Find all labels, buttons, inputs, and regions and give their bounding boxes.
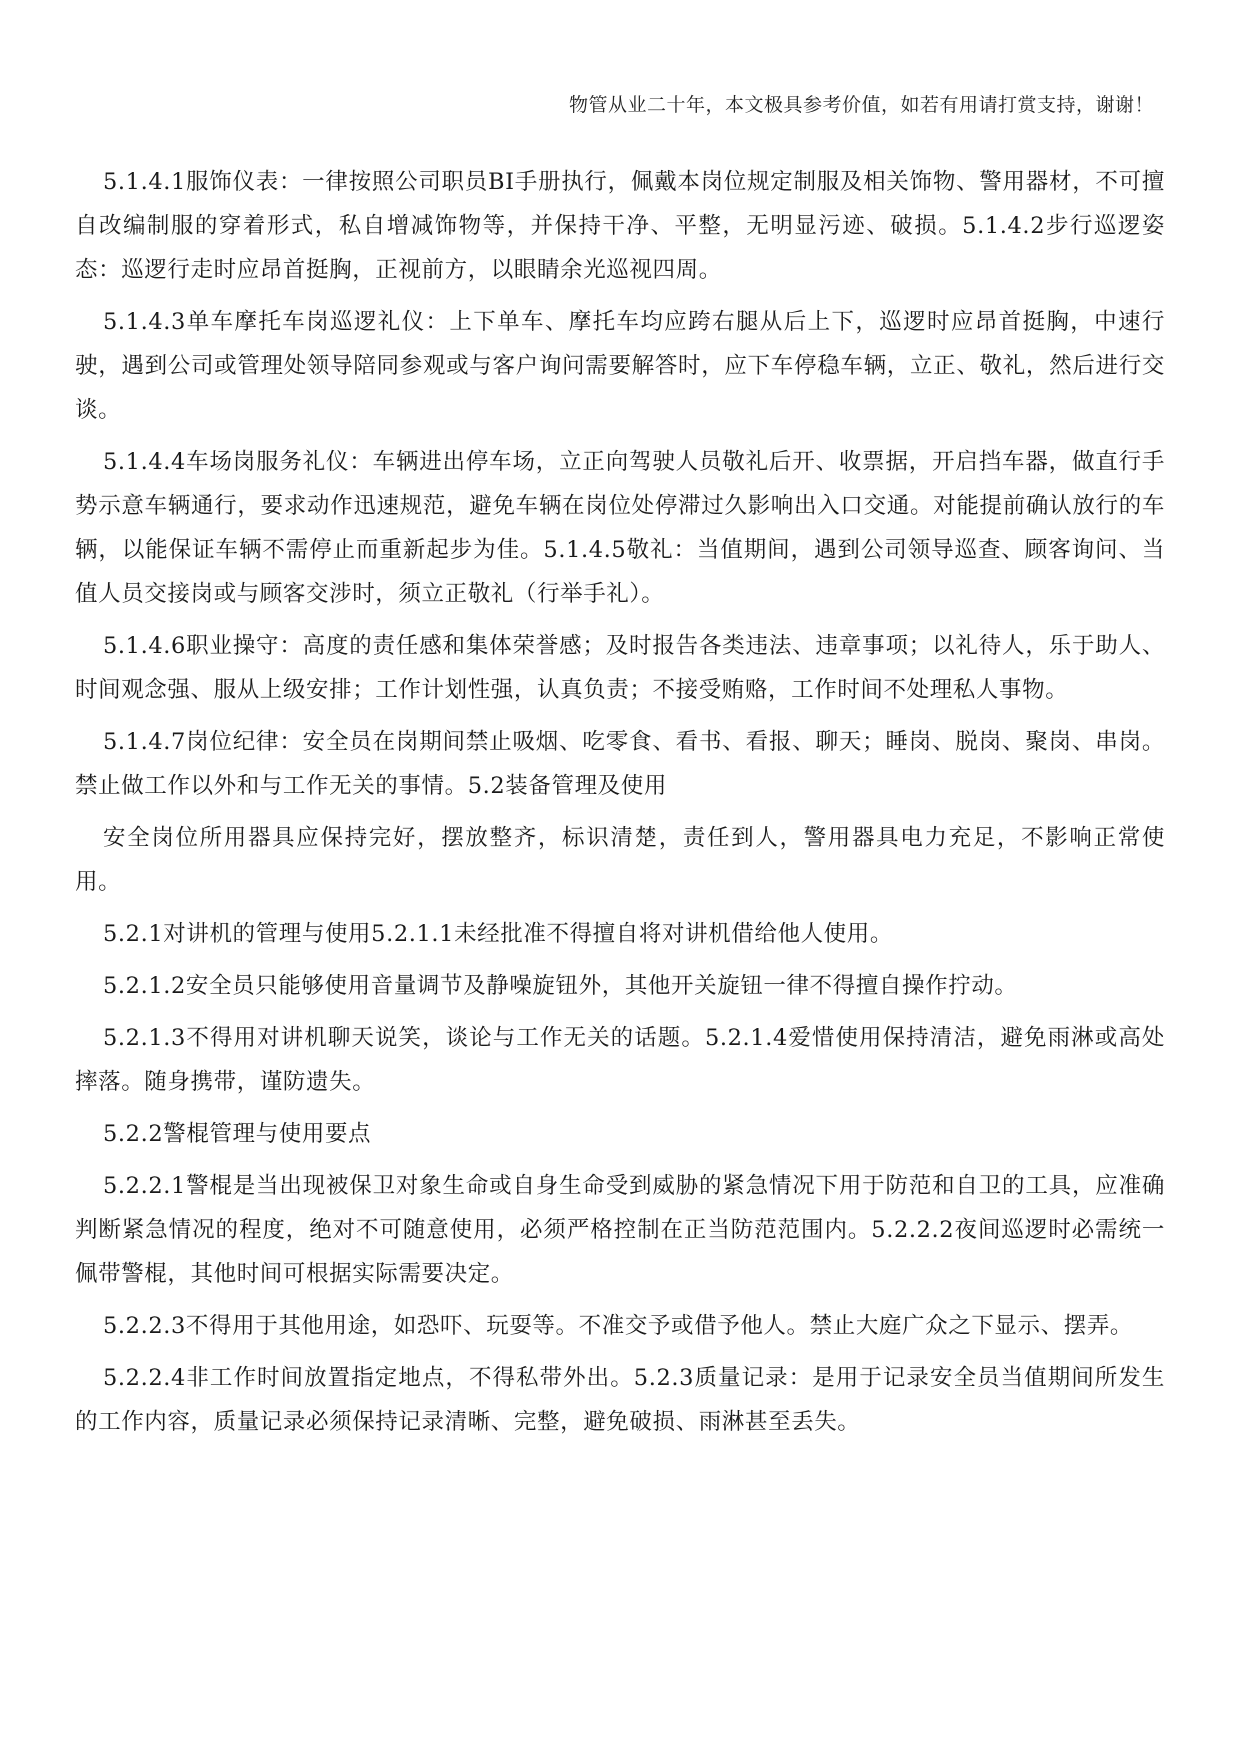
paragraph: 5.2.1.3不得用对讲机聊天说笑，谈论与工作无关的话题。5.2.1.4爱惜使用保持清洁，避免雨淋或高处摔落。随身携带，谨防遗失。 [75, 1025, 1165, 1095]
paragraph: 5.1.4.7岗位纪律：安全员在岗期间禁止吸烟、吃零食、看书、看报、聊天；睡岗、脱岗、聚岗、串岗。禁止做工作以外和与工作无关的事情。5.2装备管理及使用 [75, 729, 1165, 799]
paragraph: 5.2.1对讲机的管理与使用5.2.1.1未经批准不得擅自将对讲机借给他人使用。 [103, 921, 893, 947]
paragraph: 5.2.2.4非工作时间放置指定地点，不得私带外出。5.2.3质量记录：是用于记录安全员当值期间所发生的工作内容，质量记录必须保持记录清晰、完整，避免破损、雨淋甚至丢失。 [75, 1365, 1165, 1435]
paragraph: 5.2.2.3不得用于其他用途，如恐吓、玩耍等。不准交予或借予他人。禁止大庭广众之下显示、摆弄。 [103, 1313, 1134, 1339]
header-note: 物管从业二十年，本文极具参考价值，如若有用请打赏支持，谢谢！ [568, 94, 1154, 116]
document-body [75, 160, 1165, 1452]
paragraph: 5.1.4.6职业操守：高度的责任感和集体荣誉感；及时报告各类违法、违章事项；以礼待人，乐于助人、时间观念强、服从上级安排；工作计划性强，认真负责；不接受贿赂，工作时间不处理私人事物。 [75, 633, 1165, 703]
paragraph: 5.1.4.1服饰仪表：一律按照公司职员BI手册执行，佩戴本岗位规定制服及相关饰物、警用器材，不可擅自改编制服的穿着形式，私自增减饰物等，并保持干净、平整，无明显污迹、破损。5.1.4.2步行巡逻姿态：巡逻行走时应昂首挺胸，正视前方，以眼睛余光巡视四周。 [75, 169, 1165, 283]
paragraph: 5.2.2警棍管理与使用要点 [103, 1121, 372, 1147]
paragraph: 5.1.4.3单车摩托车岗巡逻礼仪：上下单车、摩托车均应跨右腿从后上下，巡逻时应昂首挺胸，中速行驶，遇到公司或管理处领导陪同参观或与客户询问需要解答时，应下车停稳车辆，立正、敬礼，然后进行交谈。 [75, 309, 1165, 423]
paragraph: 5.1.4.4车场岗服务礼仪：车辆进出停车场，立正向驾驶人员敬礼后开、收票据，开启挡车器，做直行手势示意车辆通行，要求动作迅速规范，避免车辆在岗位处停滞过久影响出入口交通。对能提前确认放行的车辆，以能保证车辆不需停止而重新起步为佳。5.1.4.5敬礼：当值期间，遇到公司领导巡查、顾客询问、当值人员交接岗或与顾客交涉时，须立正敬礼（行举手礼）。 [75, 449, 1165, 607]
paragraph: 安全岗位所用器具应保持完好，摆放整齐，标识清楚，责任到人，警用器具电力充足，不影响正常使用。 [75, 825, 1165, 895]
paragraph: 5.2.2.1警棍是当出现被保卫对象生命或自身生命受到威胁的紧急情况下用于防范和自卫的工具，应准确判断紧急情况的程度，绝对不可随意使用，必须严格控制在正当防范范围内。5.2.2.2夜间巡逻时必需统一佩带警棍，其他时间可根据实际需要决定。 [75, 1173, 1165, 1287]
paragraph: 5.2.1.2安全员只能够使用音量调节及静噪旋钮外，其他开关旋钮一律不得擅自操作拧动。 [103, 973, 1018, 999]
